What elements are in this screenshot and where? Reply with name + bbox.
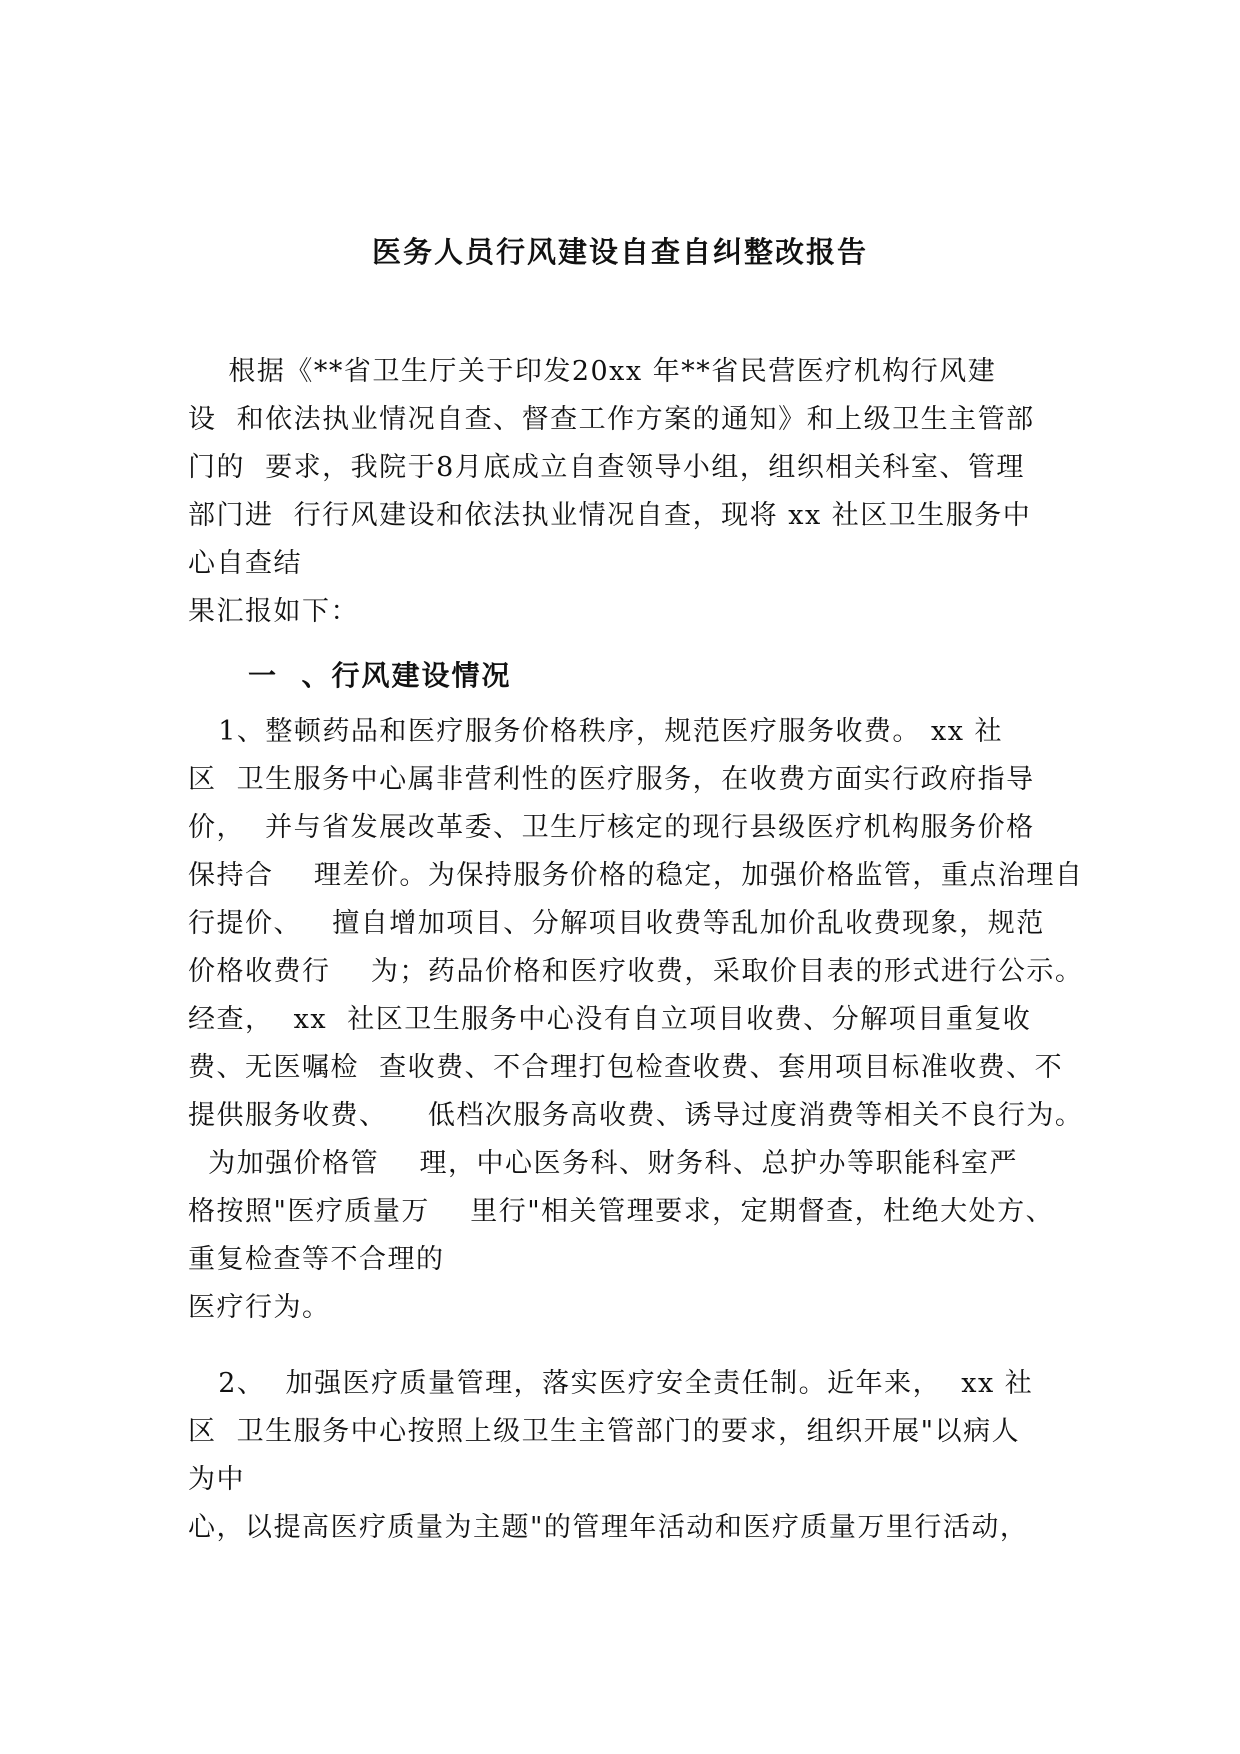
paragraph-line: 2、 加强医疗质量管理，落实医疗安全责任制。近年来， xx 社 [188,1368,1034,1399]
paragraph-line: 部门进 行行风建设和依法执业情况自查，现将 xx 社区卫生服务中 [188,500,1032,531]
paragraph-line: 心，以提高医疗质量为主题"的管理年活动和医疗质量万里行活动， [188,1512,1029,1543]
paragraph-line: 医疗行为。 [188,1292,331,1323]
paragraph-line: 费、无医嘱检 查收费、不合理打包检查收费、套用项目标准收费、不 [188,1052,1064,1083]
paragraph-line: 价格收费行 为；药品价格和医疗收费，采取价目表的形式进行公示。 [188,956,1084,987]
paragraph-line: 区 卫生服务中心按照上级卫生主管部门的要求，组织开展"以病人 [188,1416,1021,1447]
paragraph-line: 保持合 理差价。为保持服务价格的稳定，加强价格监管，重点治理自 [188,860,1084,891]
section-heading: 一 、行风建设情况 [248,659,512,692]
paragraph-line: 为加强价格管 理，中心医务科、财务科、总护办等职能科室严 [188,1148,1018,1179]
paragraph-line: 心自查结 [188,548,302,579]
paragraph-line: 提供服务收费、 低档次服务高收费、诱导过度消费等相关不良行为。 [188,1100,1084,1131]
document-title: 医务人员行风建设自查自纠整改报告 [371,235,868,269]
paragraph-line: 行提价、 擅自增加项目、分解项目收费等乱加价乱收费现象，规范 [188,908,1045,939]
paragraph-line: 价， 并与省发展改革委、卫生厅核定的现行县级医疗机构服务价格 [188,812,1035,843]
paragraph-line: 格按照"医疗质量万 里行"相关管理要求，定期督查，杜绝大处方、 [188,1196,1055,1227]
paragraph-line: 经查， xx 社区卫生服务中心没有自立项目收费、分解项目重复收 [188,1004,1032,1035]
paragraph-line: 果汇报如下： [188,596,359,627]
paragraph-line: 1、整顿药品和医疗服务价格秩序，规范医疗服务收费。 xx 社 [188,716,1004,747]
paragraph-line: 为中 [188,1464,245,1495]
paragraph-line: 重复检查等不合理的 [188,1244,445,1275]
paragraph-line: 根据《**省卫生厅关于印发20xx 年**省民营医疗机构行风建 [188,356,997,387]
paragraph-line: 区 卫生服务中心属非营利性的医疗服务，在收费方面实行政府指导 [188,764,1035,795]
paragraph-line: 门的 要求，我院于8月底成立自查领导小组，组织相关科室、管理 [188,452,1025,483]
paragraph-line: 设 和依法执业情况自查、督查工作方案的通知》和上级卫生主管部 [188,404,1035,435]
